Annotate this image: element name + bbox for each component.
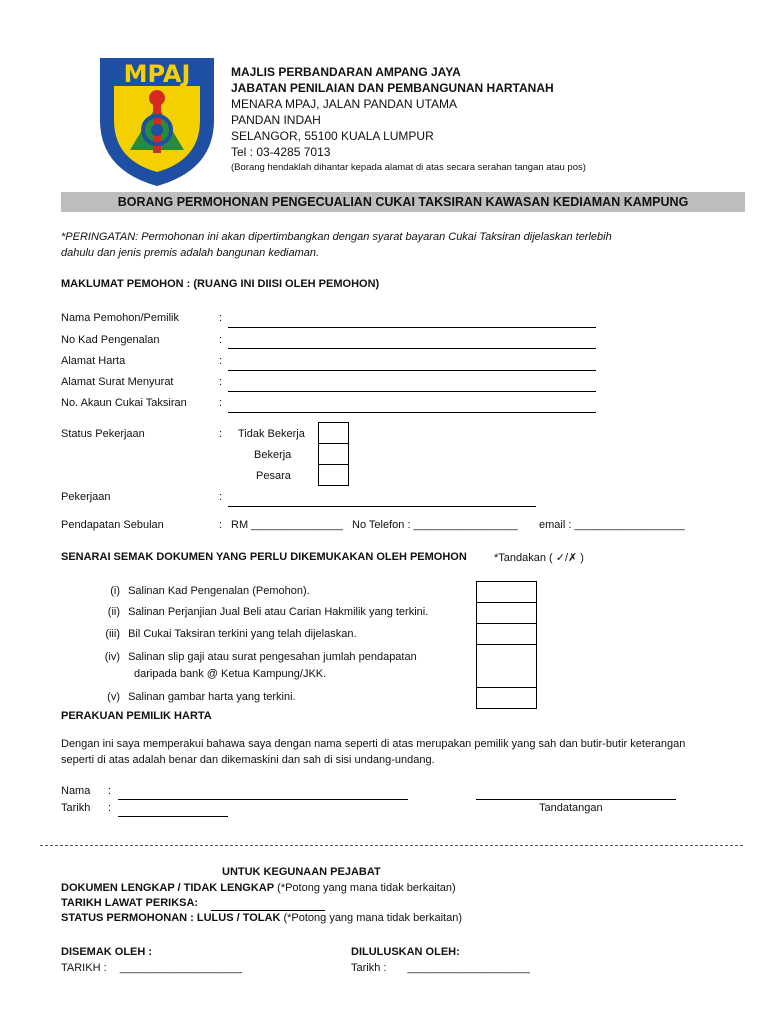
org-name: MAJLIS PERBANDARAN AMPANG JAYA (231, 65, 461, 79)
mpaj-logo-emblem (92, 50, 222, 190)
job-label: Pekerjaan (61, 491, 111, 503)
decl-date-label: Tarikh (61, 802, 91, 814)
decl-name-input-line[interactable] (118, 799, 408, 800)
approved-by-label: DILULUSKAN OLEH: (351, 946, 460, 958)
checklist-item-text: Salinan Kad Pengenalan (Pemohon). (128, 585, 310, 597)
colon: : (219, 491, 223, 503)
office-visit-input-line[interactable] (211, 910, 325, 911)
checklist-item (101, 691, 296, 703)
status-option-retired: Pesara (256, 470, 291, 482)
colon: : (219, 376, 223, 388)
mark-hint: *Tandakan ( ✓/✗ ) (494, 552, 584, 564)
colon: : (219, 334, 223, 346)
signature-label: Tandatangan (539, 802, 603, 814)
checklist-item-num: (i) (110, 585, 120, 597)
status-option-unemployed: Tidak Bekerja (238, 428, 305, 440)
status-checkbox-retired[interactable] (318, 464, 349, 486)
checklist-item (105, 585, 310, 597)
signature-line[interactable] (476, 799, 676, 800)
office-docs-row (61, 882, 456, 894)
checklist-item-num: (iii) (105, 628, 120, 640)
declaration-line-2: seperti di atas adalah benar dan dikemaskini dan sah di sisi undang-undang. (61, 754, 435, 766)
ic-input-line[interactable] (228, 348, 596, 349)
declaration-text (61, 736, 685, 768)
mpaj-logo (92, 50, 222, 190)
checklist-item (101, 606, 428, 618)
checklist-item-text: Salinan Perjanjian Jual Beli atau Carian Hakmilik yang terkini. (128, 606, 429, 618)
name-input-line[interactable] (228, 327, 596, 328)
colon: : (219, 312, 223, 324)
decl-name-label: Nama (61, 785, 91, 797)
checklist-checkbox-2[interactable] (476, 602, 537, 624)
office-visit-label: TARIKH LAWAT PERIKSA: (61, 897, 199, 909)
colon: : (108, 785, 112, 797)
field-label-mailing-address: Alamat Surat Menyurat (61, 376, 174, 388)
approved-date-label: Tarikh : (351, 962, 387, 974)
address-line-1: MENARA MPAJ, JALAN PANDAN UTAMA (231, 97, 458, 111)
job-input-line[interactable] (228, 506, 536, 507)
telephone: Tel : 03-4285 7013 (231, 145, 331, 159)
checklist-item-text: Bil Cukai Taksiran terkini yang telah dijelaskan. (128, 628, 357, 640)
status-label: Status Pekerjaan (61, 428, 145, 440)
checklist-item (97, 649, 417, 683)
approved-date-row (351, 962, 530, 974)
email-field[interactable]: email : __________________ (539, 519, 685, 531)
warning-line-1: *PERINGATAN: Permohonan ini akan dipertimbangkan dengan syarat bayaran Cukai Taksiran dijelaskan terlebih (61, 231, 612, 243)
mailing-address-input-line[interactable] (228, 391, 596, 392)
field-label-property-address: Alamat Harta (61, 355, 126, 367)
cut-line-divider (40, 845, 743, 846)
dept-name: JABATAN PENILAIAN DAN PEMBANGUNAN HARTANAH (231, 81, 554, 95)
declaration-line-1: Dengan ini saya memperakui bahawa saya dengan nama seperti di atas merupakan pemilik yang sah dan butir-butir keterangan (61, 738, 686, 750)
header-block (231, 64, 586, 176)
declaration-heading: PERAKUAN PEMILIK HARTA (61, 710, 212, 722)
checklist-item-text: Salinan gambar harta yang terkini. (128, 691, 296, 703)
status-option-employed: Bekerja (254, 449, 292, 461)
address-line-3: SELANGOR, 55100 KUALA LUMPUR (231, 129, 434, 143)
office-heading: UNTUK KEGUNAAN PEJABAT (222, 866, 381, 878)
property-address-input-line[interactable] (228, 370, 596, 371)
checklist-item-text-cont: daripada bank @ Ketua Kampung/JKK. (134, 668, 327, 680)
submission-note: (Borang hendaklah dihantar kepada alamat di atas secara serahan tangan atau pos) (231, 162, 586, 173)
income-rm-field[interactable]: RM _______________ (231, 519, 343, 531)
colon: : (219, 397, 223, 409)
checklist-item (97, 628, 357, 640)
checklist-checkbox-3[interactable] (476, 623, 537, 645)
checklist-checkbox-1[interactable] (476, 581, 537, 603)
checklist-checkbox-4[interactable] (476, 644, 537, 688)
checked-date-field[interactable]: ____________________ (119, 962, 243, 974)
tax-account-input-line[interactable] (228, 412, 596, 413)
applicant-heading: MAKLUMAT PEMOHON : (RUANG INI DIISI OLEH PEMOHON) (61, 278, 380, 290)
field-label-tax-account: No. Akaun Cukai Taksiran (61, 397, 187, 409)
office-docs-note: (*Potong yang mana tidak berkaitan) (277, 882, 456, 894)
office-docs-status: DOKUMEN LENGKAP / TIDAK LENGKAP (61, 882, 275, 894)
office-application-status: STATUS PERMOHONAN : LULUS / TOLAK (61, 912, 281, 924)
checklist-item-text: Salinan slip gaji atau surat pengesahan jumlah pendapatan (128, 651, 417, 663)
address-line-2: PANDAN INDAH (231, 113, 321, 127)
checklist-item-num: (v) (107, 691, 120, 703)
checklist-item-num: (iv) (104, 651, 120, 663)
approved-date-field[interactable]: ____________________ (407, 962, 530, 974)
colon: : (108, 802, 112, 814)
warning-note (61, 229, 612, 261)
checklist-heading: SENARAI SEMAK DOKUMEN YANG PERLU DIKEMUKAKAN OLEH PEMOHON (61, 551, 467, 563)
checklist-item-num: (ii) (107, 606, 120, 618)
colon: : (219, 519, 223, 531)
status-checkbox-unemployed[interactable] (318, 422, 349, 444)
checked-by-label: DISEMAK OLEH : (61, 946, 153, 958)
income-label: Pendapatan Sebulan (61, 519, 164, 531)
field-label-name: Nama Pemohon/Pemilik (61, 312, 179, 324)
checklist-checkbox-5[interactable] (476, 687, 537, 709)
colon: : (219, 428, 223, 440)
logo-initials: MPAJ (123, 60, 191, 88)
phone-field[interactable]: No Telefon : _________________ (352, 519, 518, 531)
checked-date-row (61, 962, 242, 974)
office-status-row (61, 912, 462, 924)
colon: : (219, 355, 223, 367)
office-status-note: (*Potong yang mana tidak berkaitan) (283, 912, 463, 924)
form-title: BORANG PERMOHONAN PENGECUALIAN CUKAI TAKSIRAN KAWASAN KEDIAMAN KAMPUNG (61, 192, 745, 212)
status-checkbox-employed[interactable] (318, 443, 349, 465)
warning-line-2: dahulu dan jenis premis adalah bangunan kediaman. (61, 247, 320, 259)
decl-date-input-line[interactable] (118, 816, 228, 817)
checked-date-label: TARIKH : (61, 962, 107, 974)
field-label-ic: No Kad Pengenalan (61, 334, 160, 346)
